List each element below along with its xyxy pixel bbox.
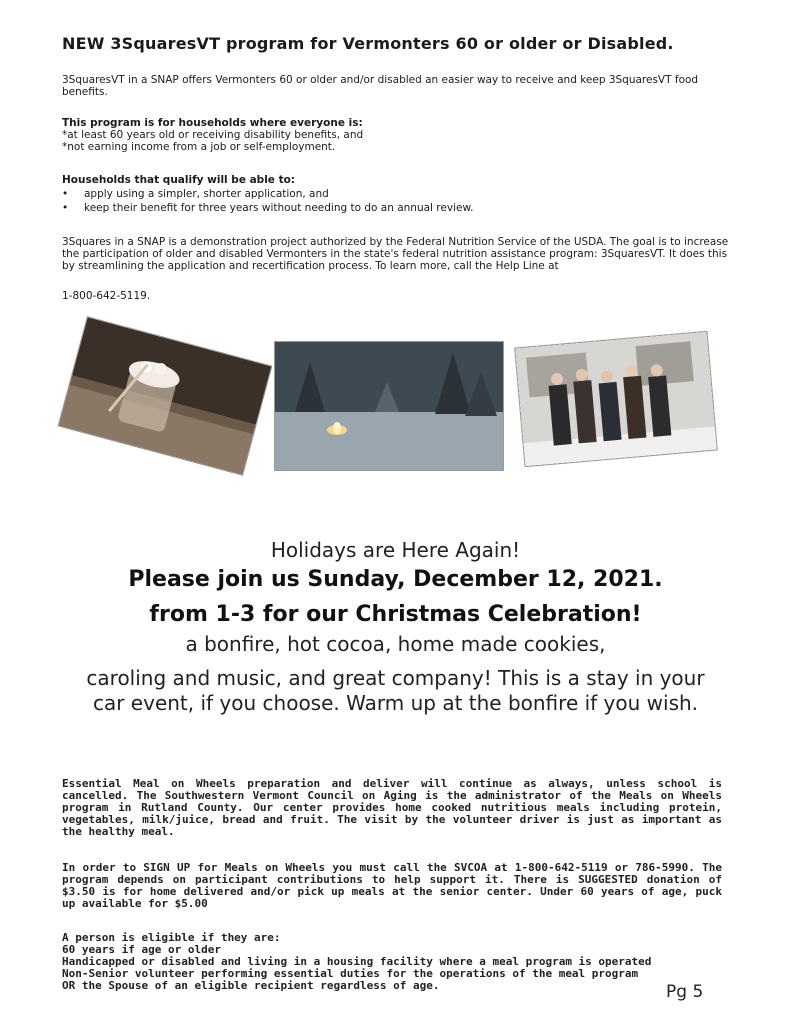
snap-paragraph: 3Squares in a SNAP is a demonstration project authorized by the Federal Nutrition Service of the USDA. The goal is to increase the participation of older and disabled Vermonters in the state's federal nutrition assistance program: 3SquaresVT. It does this by streamlining the application and recertification process. To learn more, call the Help Line at	[62, 236, 729, 272]
help-line-number: 1-800-642-5119.	[62, 290, 151, 302]
holiday-date: Please join us Sunday, December 12, 2021.	[128, 567, 663, 592]
qualify-heading: Households that qualify will be able to:	[62, 174, 296, 186]
households-list	[62, 129, 662, 153]
signup-paragraph: In order to SIGN UP for Meals on Wheels you must call the SVCOA at 1-800-642-5119 or 786-5990. The program depends on participant contributions to help support it. There is SUGGESTED donation of $3.50 is for home delivered and/or pick up meals at the senior center. Under 60 years of age, puck up available for $5.00	[62, 861, 722, 910]
bonfire-snow-photo	[275, 342, 503, 470]
holiday-time: from 1-3 for our Christmas Celebration!	[149, 602, 642, 627]
hot-cocoa-photo	[59, 317, 272, 474]
qualify-bullets	[62, 187, 473, 215]
eligibility-line: 60 years if age or older	[62, 943, 221, 956]
households-line: *at least 60 years old or receiving disability benefits, and	[62, 129, 364, 141]
intro-paragraph: 3SquaresVT in a SNAP offers Vermonters 60 or older and/or disabled an easier way to receive and keep 3SquaresVT food benefits.	[62, 74, 699, 98]
households-heading: This program is for households where everyone is:	[62, 117, 363, 129]
eligibility-line: OR the Spouse of an eligible recipient regardless of age.	[62, 979, 440, 992]
qualify-bullet: • apply using a simpler, shorter application, and	[62, 187, 473, 201]
page-number: Pg 5	[666, 982, 704, 1002]
eligibility-list	[62, 932, 672, 992]
page-title: NEW 3SquaresVT program for Vermonters 60 or older or Disabled.	[62, 34, 674, 53]
carolers-photo	[515, 332, 717, 466]
eligibility-line: Handicapped or disabled and living in a housing facility where a meal program is operated	[62, 955, 652, 968]
meals-paragraph: Essential Meal on Wheels preparation and deliver will continue as always, unless school is cancelled. The Southwestern Vermont Council on Aging is the administrator of the Meals on Wheels program in Rutland County. Our center provides home cooked nutritious meals including protein, vegetables, milk/juice, bread and fruit. The visit by the volunteer driver is just as important as the healthy meal.	[62, 777, 722, 838]
eligibility-line: Non-Senior volunteer performing essential duties for the operations of the meal program	[62, 967, 639, 980]
households-line: *not earning income from a job or self-employment.	[62, 141, 336, 153]
qualify-bullet: • keep their benefit for three years without needing to do an annual review.	[62, 201, 473, 215]
holiday-details: a bonfire, hot cocoa, home made cookies,	[185, 632, 606, 656]
holiday-details-more: caroling and music, and great company! This is a stay in your car event, if you choose. Warm up at the bonfire if you wish.	[86, 666, 705, 715]
holiday-heading: Holidays are Here Again!	[270, 538, 521, 562]
eligibility-line: A person is eligible if they are:	[62, 931, 281, 944]
